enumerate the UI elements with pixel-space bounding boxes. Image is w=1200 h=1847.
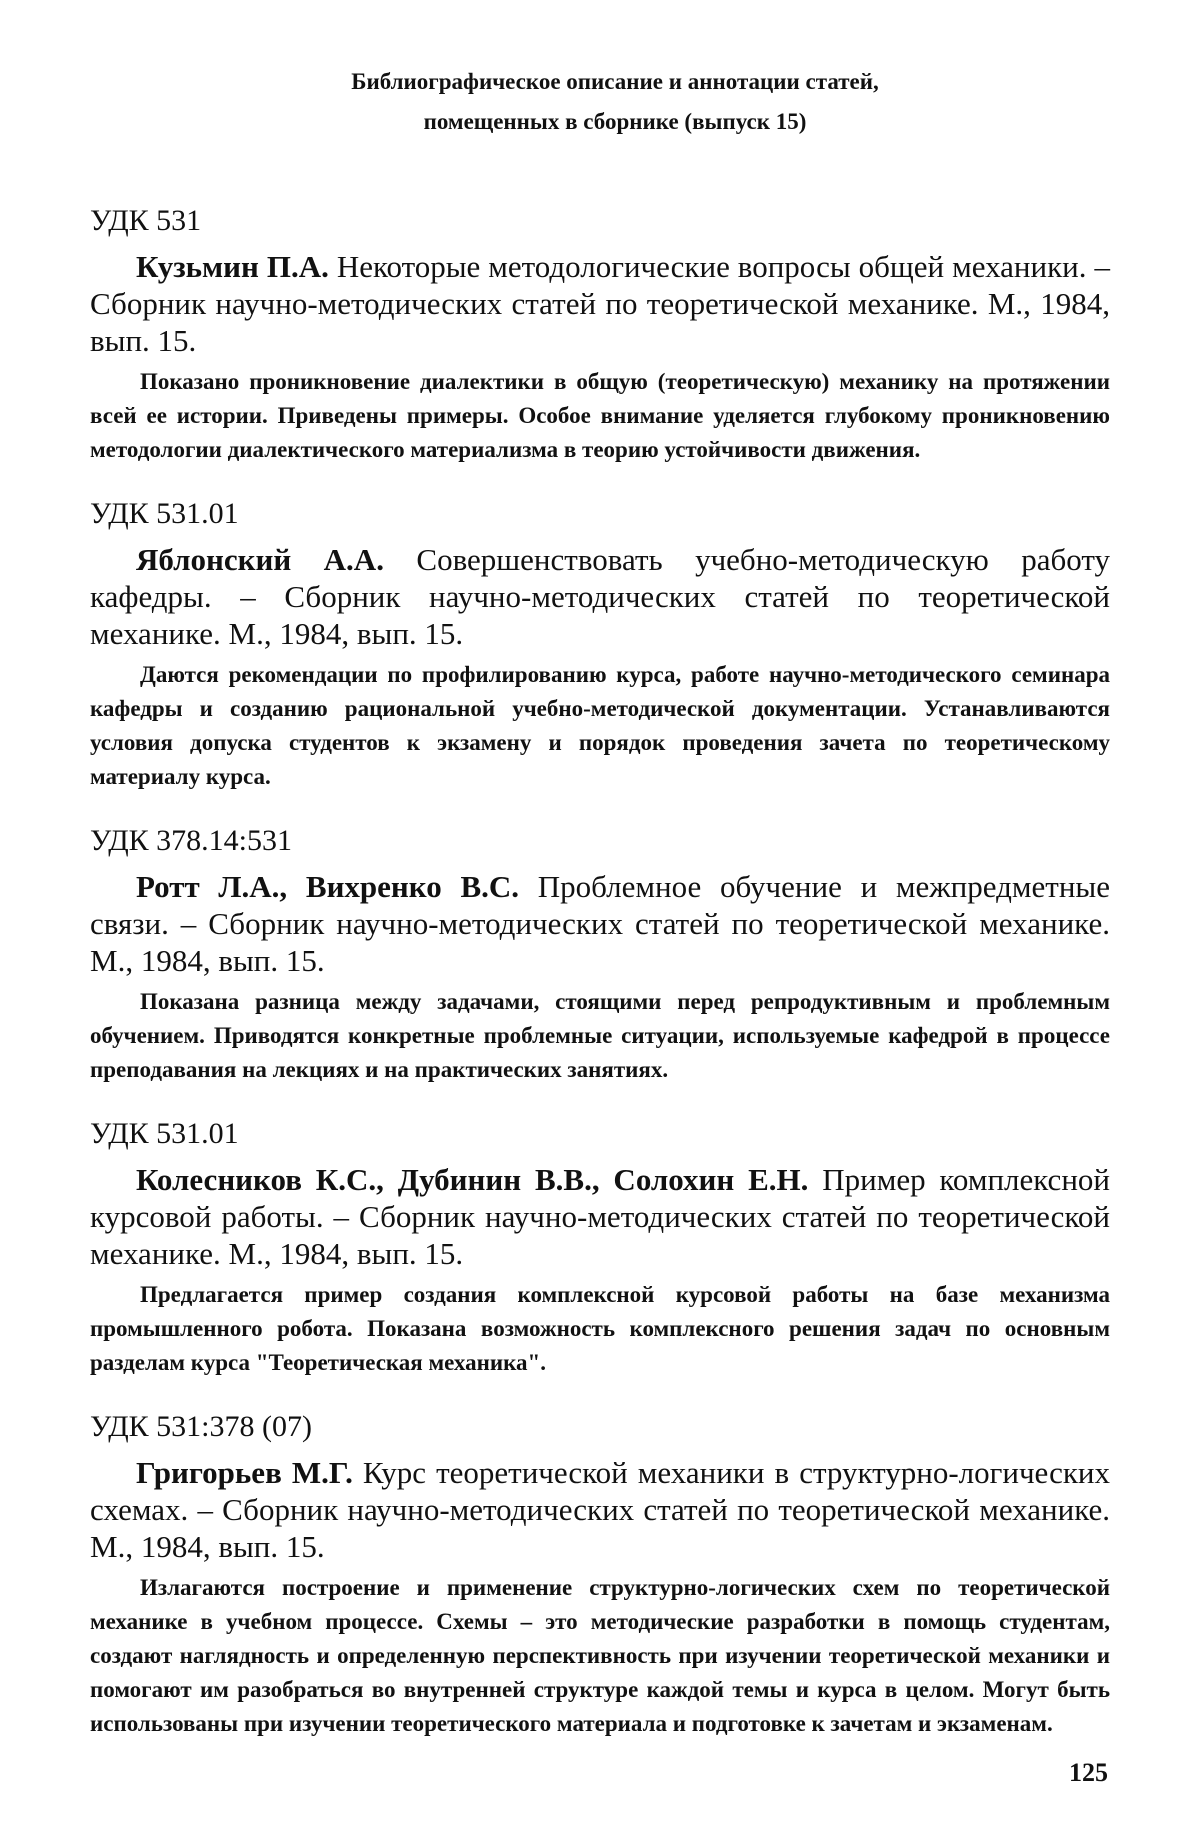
udk-code: УДК 531.01 — [90, 497, 239, 530]
entry-citation — [90, 541, 1110, 652]
entry-4 — [90, 1117, 1110, 1380]
entry-1 — [90, 204, 1110, 467]
entry-authors: Кузьмин П.А. — [136, 249, 329, 284]
entry-abstract: Предлагается пример создания комплексной курсовой работы на базе механизма промышленного робота. Показана возможность комплексного решения задач по основным разделам курса "Теоретическая механика". — [90, 1282, 1110, 1375]
entry-citation — [90, 248, 1110, 359]
udk-code: УДК 531.01 — [90, 1117, 239, 1150]
entry-2 — [90, 497, 1110, 794]
entry-title: Курс теоретической механики в структурно-логических схемах. – Сборник научно-методических статей по теоретической механике. М., 1984, вып. 15. — [90, 1455, 1110, 1564]
udk-code: УДК 531 — [90, 204, 202, 237]
page-number: 125 — [1069, 1758, 1108, 1787]
entry-abstract: Показано проникновение диалектики в общую (теоретическую) механику на протяжении всей ее истории. Приведены примеры. Особое внимание уделяется глубокому проникновению методологии диалектического материализма в теорию устойчивости движения. — [90, 369, 1110, 462]
entry-abstract: Излагаются построение и применение структурно-логических схем по теоретической механике в учебном процессе. Схемы – это методические разработки в помощь студентам, создают наглядность и определенную перспективность при изучении теоретической механики и помогают им разобраться во внутренней структуре каждой темы и курса в целом. Могут быть использованы при изучении теоретического материала и подготовке к зачетам и экзаменам. — [90, 1575, 1110, 1736]
udk-code: УДК 378.14:531 — [90, 824, 293, 857]
entry-5 — [90, 1410, 1110, 1741]
entry-authors: Ротт Л.А., Вихренко В.С. — [136, 869, 520, 904]
entry-3 — [90, 824, 1110, 1087]
udk-code: УДК 531:378 (07) — [90, 1410, 312, 1443]
header-line-2: помещенных в сборнике (выпуск 15) — [423, 109, 807, 134]
entry-authors: Григорьев М.Г. — [136, 1455, 353, 1490]
entry-title: Совершенствовать учебно-методическую работу кафедры. – Сборник научно-методических статей по теоретической механике. М., 1984, вып. 15. — [90, 542, 1110, 651]
entry-abstract: Показана разница между задачами, стоящими перед репродуктивным и проблемным обучением. Приводятся конкретные проблемные ситуации, используемые кафедрой в процессе преподавания на лекциях и на практических занятиях. — [90, 989, 1110, 1082]
page-header — [120, 62, 1110, 142]
entry-citation — [90, 868, 1110, 979]
entry-title: Некоторые методологические вопросы общей механики. – Сборник научно-методических статей по теоретической механике. М., 1984, вып. 15. — [90, 249, 1110, 358]
entry-citation — [90, 1454, 1110, 1565]
entry-citation — [90, 1161, 1110, 1272]
entry-abstract: Даются рекомендации по профилированию курса, работе научно-методического семинара кафедры и созданию рациональной учебно-методической документации. Устанавливаются условия допуска студентов к экзамену и порядок проведения зачета по теоретическому материалу курса. — [90, 662, 1110, 789]
entry-authors: Яблонский А.А. — [136, 542, 384, 577]
entry-title: Пример комплексной курсовой работы. – Сборник научно-методических статей по теоретической механике. М., 1984, вып. 15. — [90, 1162, 1110, 1271]
entry-authors: Колесников К.С., Дубинин В.В., Солохин Е.Н. — [136, 1162, 809, 1197]
entry-title: Проблемное обучение и межпредметные связи. – Сборник научно-методических статей по теоретической механике. М., 1984, вып. 15. — [90, 869, 1110, 978]
header-line-1: Библиографическое описание и аннотации статей, — [351, 69, 879, 94]
